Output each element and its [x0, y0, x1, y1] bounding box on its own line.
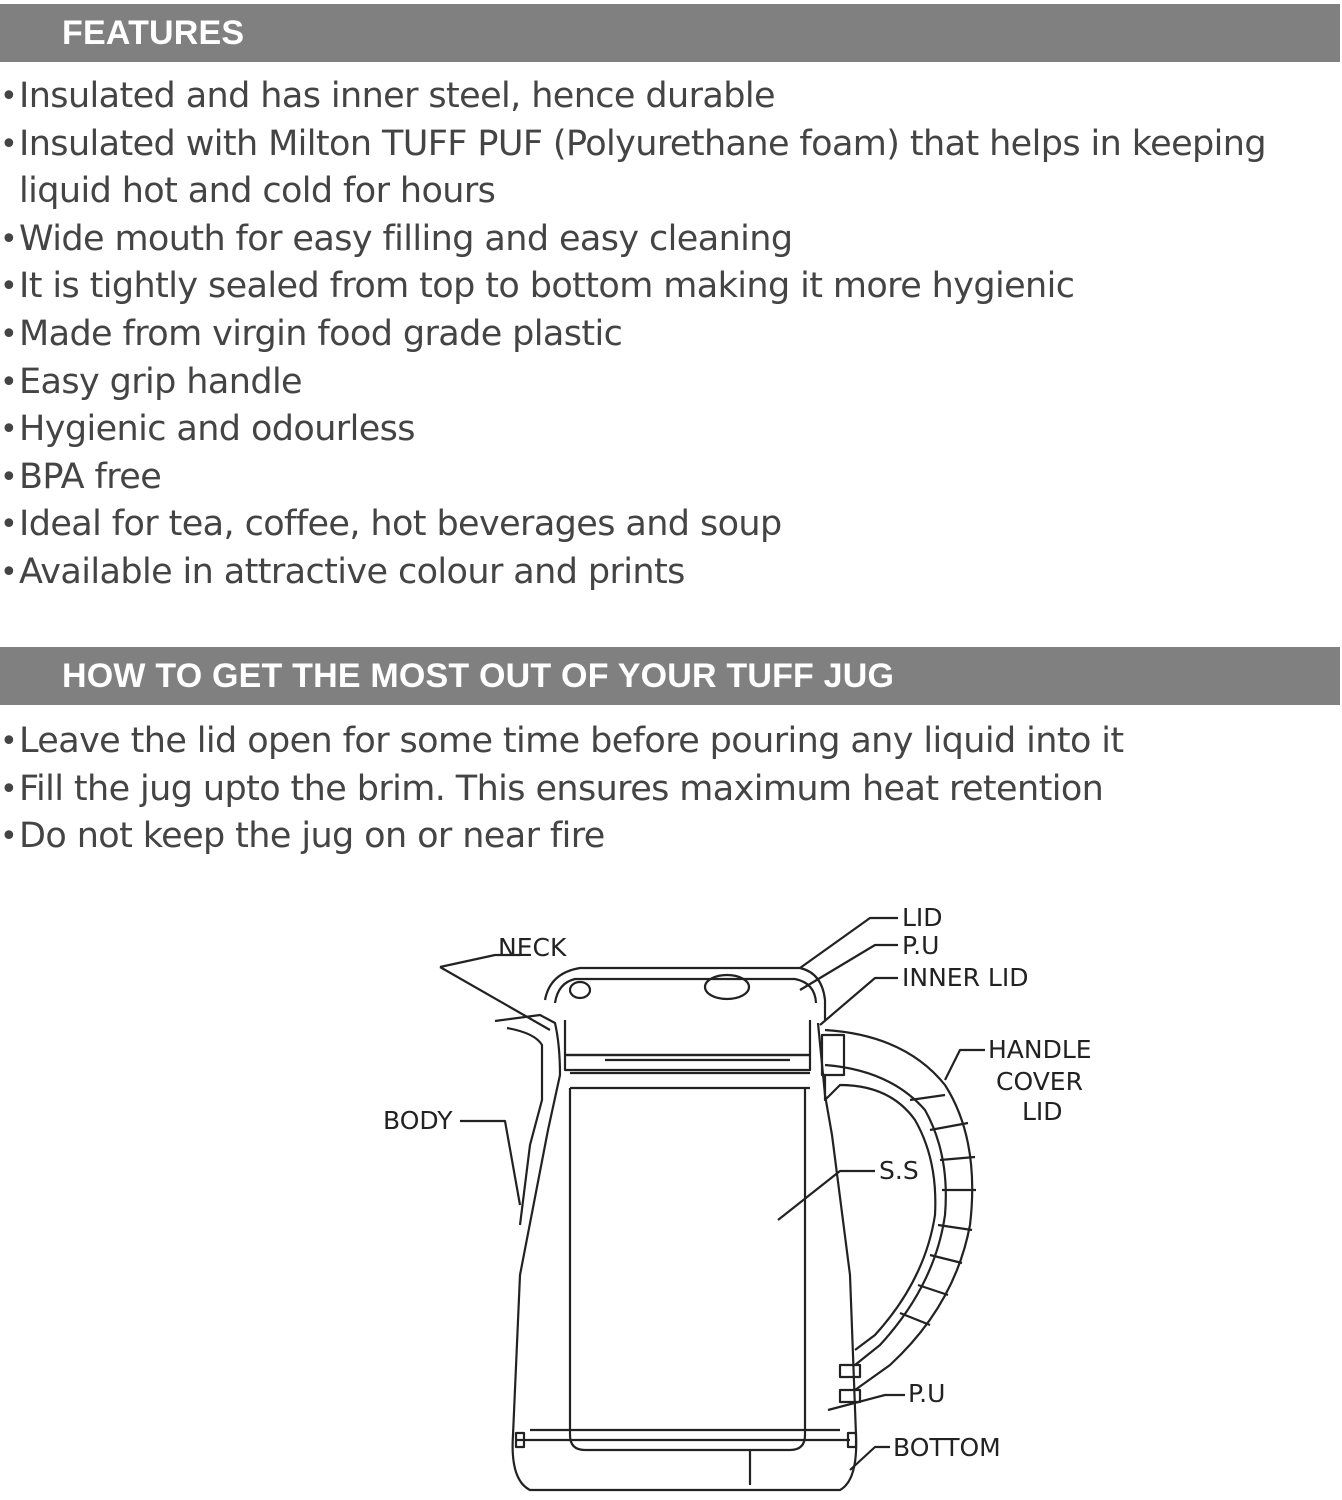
bullet-icon: •: [0, 819, 18, 855]
label-inner-lid: INNER LID: [902, 963, 1029, 992]
list-item: • Fill the jug upto the brim. This ensures maximum heat retention: [0, 766, 1330, 814]
howto-heading: HOW TO GET THE MOST OUT OF YOUR TUFF JUG: [62, 656, 895, 695]
label-bottom: BOTTOM: [893, 1433, 1001, 1462]
list-item: • Insulated and has inner steel, hence durable: [0, 73, 1330, 121]
bullet-icon: •: [0, 364, 18, 400]
list-item: • Do not keep the jug on or near fire: [0, 813, 1330, 861]
list-item: • It is tightly sealed from top to bottom making it more hygienic: [0, 263, 1330, 311]
label-handle: HANDLE: [988, 1035, 1092, 1064]
leader-pu-top: [800, 945, 898, 990]
bullet-icon: •: [0, 79, 18, 114]
bullet-icon: •: [0, 771, 18, 807]
bullet-icon: •: [0, 724, 18, 759]
list-item: • Hygienic and odourless: [0, 406, 1330, 454]
jug-body-outline: [495, 1015, 856, 1490]
label-ss: S.S: [879, 1156, 919, 1185]
leader-inner-lid: [820, 978, 898, 1025]
inner-steel-outline: [570, 1088, 805, 1450]
list-item: • Easy grip handle: [0, 359, 1330, 407]
list-item: • BPA free: [0, 454, 1330, 502]
leader-ss: [778, 1171, 875, 1220]
lid-outline: [545, 968, 825, 1020]
handle-outline: [825, 1030, 972, 1390]
bullet-icon: •: [0, 221, 18, 257]
howto-heading-bar: [0, 647, 1340, 705]
bullet-icon: •: [0, 459, 18, 495]
bullet-icon: •: [0, 554, 18, 590]
label-pu-top: P.U: [902, 931, 940, 960]
howto-list: [0, 718, 1330, 861]
leader-body: [460, 1121, 520, 1205]
list-item: • Made from virgin food grade plastic: [0, 311, 1330, 359]
label-pu-bottom: P.U: [908, 1379, 946, 1408]
list-item: • Ideal for tea, coffee, hot beverages and soup: [0, 501, 1330, 549]
jug-diagram: [370, 895, 1130, 1495]
label-cover: COVER: [996, 1067, 1083, 1096]
label-lid: LID: [902, 903, 943, 932]
leader-handle: [945, 1050, 985, 1080]
bullet-icon: •: [0, 412, 18, 448]
list-item: • Insulated with Milton TUFF PUF (Polyurethane foam) that helps in keeping liquid hot and cold for hours: [0, 121, 1330, 216]
list-item: • Available in attractive colour and prints: [0, 549, 1330, 597]
label-neck: NECK: [498, 933, 567, 962]
list-item: • Wide mouth for easy filling and easy cleaning: [0, 216, 1330, 264]
features-heading: FEATURES: [62, 13, 245, 52]
features-list: [0, 73, 1330, 597]
label-body: BODY: [383, 1106, 453, 1135]
leader-neck: [440, 955, 550, 1030]
bullet-icon: •: [0, 126, 18, 162]
list-item: • Leave the lid open for some time before pouring any liquid into it: [0, 718, 1330, 766]
label-handle-lid: LID: [1022, 1097, 1063, 1126]
features-heading-bar: [0, 4, 1340, 62]
bullet-icon: •: [0, 316, 18, 352]
bullet-icon: •: [0, 269, 18, 305]
bullet-icon: •: [0, 507, 18, 543]
